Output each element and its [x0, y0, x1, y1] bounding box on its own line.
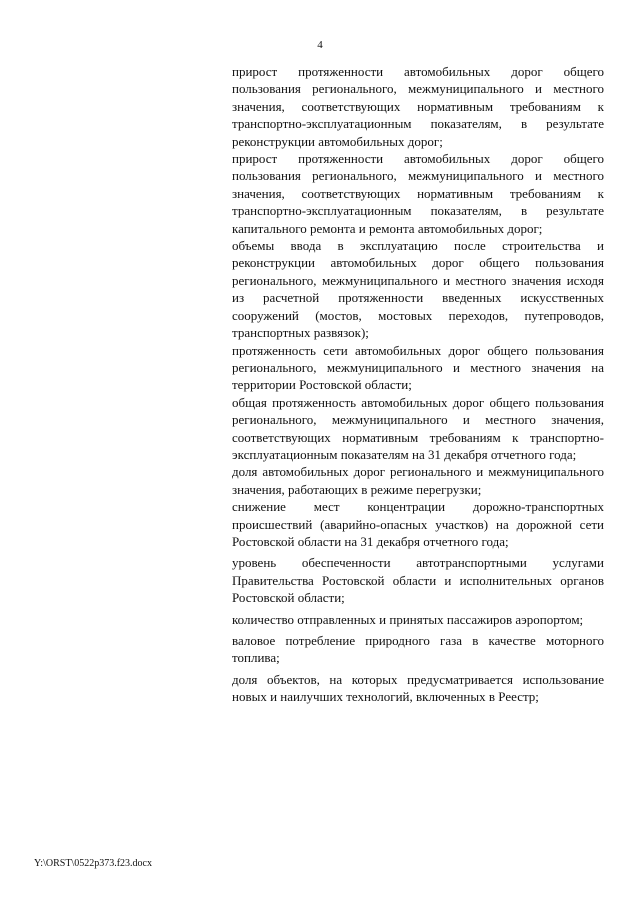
paragraph-3: объемы ввода в эксплуатацию после строительства и реконструкции автомобильных дорог общего пользования регионального, межмуниципального и местного значения исходя из расчетной протяженности введенных искусственных сооружений (мостов, мостовых переходов, путепроводов, транспортных развязок); [232, 238, 604, 341]
footer-file-path: Y:\ORST\0522p373.f23.docx [34, 858, 152, 869]
paragraph-2: прирост протяженности автомобильных дорог общего пользования регионального, межмуниципального и местного значения, соответствующих нормативным требованиям к транспортно-эксплуатационным показателям, в результате капитального ремонта и ремонта автомобильных дорог; [232, 151, 604, 236]
paragraph-1: прирост протяженности автомобильных дорог общего пользования регионального, межмуниципального и местного значения, соответствующих нормативным требованиям к транспортно-эксплуатационным показателям, в результате реконструкции автомобильных дорог; [232, 64, 604, 149]
paragraph-11: доля объектов, на которых предусматривается использование новых и наилучших технологий, включенных в Реестр; [232, 671, 604, 705]
paragraph-9: количество отправленных и принятых пассажиров аэропортом; [232, 611, 584, 627]
page-number: 4 [317, 39, 323, 51]
paragraph-4: протяженность сети автомобильных дорог общего пользования регионального, межмуниципального и местного значения на территории Ростовской области; [232, 342, 604, 393]
paragraph-7: снижение мест концентрации дорожно-транспортных происшествий (аварийно-опасных участков) на дорожной сети Ростовской области на 31 декабря отчетного года; [232, 499, 604, 549]
paragraph-10: валовое потребление природного газа в качестве моторного топлива; [232, 633, 604, 666]
paragraph-8: уровень обеспеченности автотранспортными услугами Правительства Ростовской области и исполнительных органов Ростовской области; [232, 555, 604, 606]
paragraph-6: доля автомобильных дорог регионального и межмуниципального значения, работающих в режиме перегрузки; [232, 464, 604, 497]
document-body [232, 63, 604, 706]
paragraph-5: общая протяженность автомобильных дорог общего пользования регионального, межмуниципального и местного значения, соответствующих нормативным требованиям к транспортно-эксплуатационным показателям на 31 декабря отчетного года; [232, 394, 604, 462]
